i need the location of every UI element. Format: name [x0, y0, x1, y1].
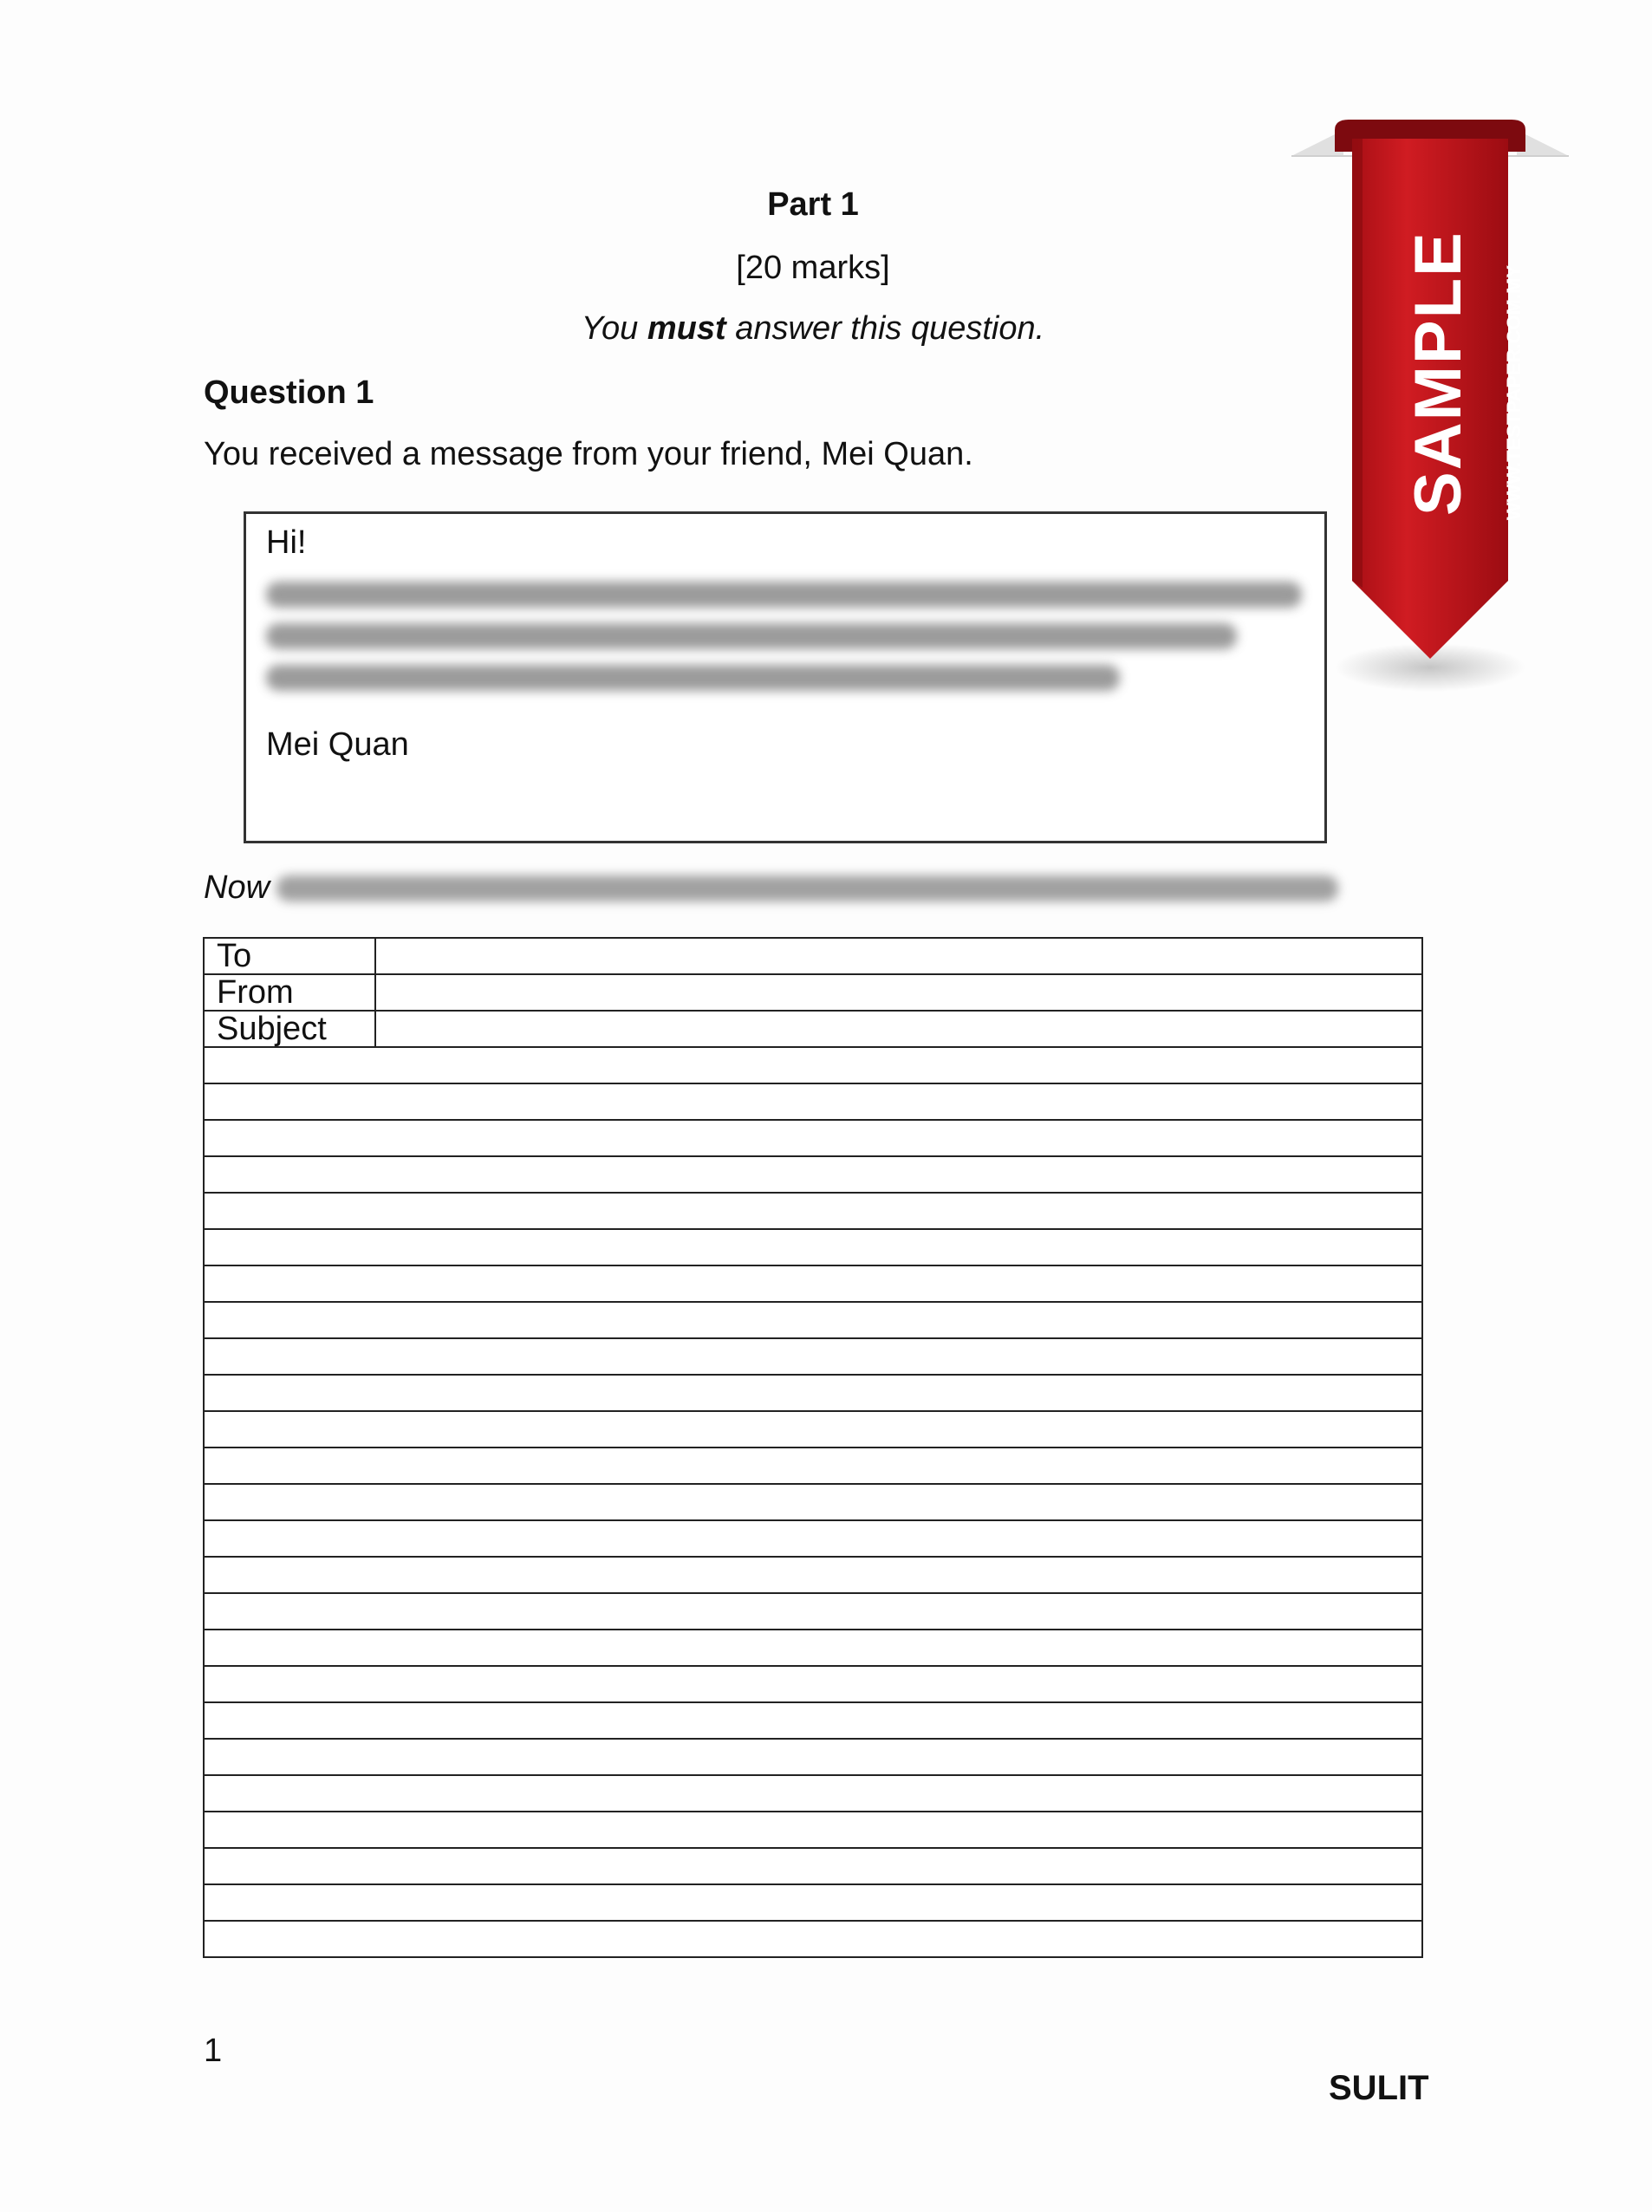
- answer-line: [204, 1702, 1422, 1739]
- form-field-row: [204, 1011, 1422, 1047]
- answer-line: [204, 1156, 1422, 1193]
- question-intro: You received a message from your friend, Mei Quan.: [204, 436, 973, 472]
- answer-line-input[interactable]: [204, 1520, 1422, 1557]
- answer-line: [204, 1557, 1422, 1593]
- answer-line: [204, 1193, 1422, 1229]
- part-title: Part 1: [767, 186, 859, 223]
- answer-line-input[interactable]: [204, 1338, 1422, 1375]
- page-number: 1: [204, 2033, 223, 2069]
- reply-prompt: [204, 869, 1338, 907]
- answer-line-input[interactable]: [204, 1411, 1422, 1448]
- marks-allocation: [20 marks]: [736, 250, 890, 286]
- answer-line-input[interactable]: [204, 1448, 1422, 1484]
- answer-line: [204, 1047, 1422, 1083]
- answer-line-input[interactable]: [204, 1702, 1422, 1739]
- answer-line-input[interactable]: [204, 1156, 1422, 1193]
- form-field-input[interactable]: [375, 938, 1422, 974]
- answer-line-input[interactable]: [204, 1484, 1422, 1520]
- classification-label: SULIT: [1329, 2069, 1429, 2107]
- answer-line-input[interactable]: [204, 1557, 1422, 1593]
- form-field-input[interactable]: [375, 1011, 1422, 1047]
- answer-line: [204, 1265, 1422, 1302]
- answer-line: [204, 1666, 1422, 1702]
- answer-line-input[interactable]: [204, 1120, 1422, 1156]
- answer-line: [204, 1411, 1422, 1448]
- message-greeting: Hi!: [266, 524, 307, 561]
- answer-line-input[interactable]: [204, 1193, 1422, 1229]
- reply-prompt-blurred: [276, 875, 1338, 901]
- answer-line-input[interactable]: [204, 1775, 1422, 1812]
- answer-line-input[interactable]: [204, 1375, 1422, 1411]
- answer-line: [204, 1083, 1422, 1120]
- answer-line: [204, 1448, 1422, 1484]
- answer-line-input[interactable]: [204, 1302, 1422, 1338]
- form-field-row: [204, 938, 1422, 974]
- answer-line-input[interactable]: [204, 1666, 1422, 1702]
- answer-line-input[interactable]: [204, 1921, 1422, 1957]
- instruction-post: answer this question.: [725, 310, 1045, 347]
- answer-line: [204, 1739, 1422, 1775]
- answer-line-input[interactable]: [204, 1739, 1422, 1775]
- form-field-row: [204, 974, 1422, 1011]
- answer-line: [204, 1484, 1422, 1520]
- answer-line-input[interactable]: [204, 1593, 1422, 1630]
- answer-line: [204, 1812, 1422, 1848]
- reply-prompt-visible-text: Now: [204, 869, 270, 906]
- answer-line: [204, 1848, 1422, 1884]
- instruction-emphasis: must: [647, 310, 726, 347]
- answer-line-input[interactable]: [204, 1812, 1422, 1848]
- message-box: [244, 511, 1327, 843]
- answer-line-input[interactable]: [204, 1265, 1422, 1302]
- watermark-url: WWW.TESTPAPER.COM.MY: [1503, 264, 1525, 521]
- form-field-label: To: [204, 938, 375, 974]
- answer-line-input[interactable]: [204, 1229, 1422, 1265]
- answer-line-input[interactable]: [204, 1047, 1422, 1083]
- answer-line: [204, 1630, 1422, 1666]
- form-field-input[interactable]: [375, 974, 1422, 1011]
- question-heading: Question 1: [204, 374, 374, 411]
- answer-line-input[interactable]: [204, 1848, 1422, 1884]
- answer-line: [204, 1593, 1422, 1630]
- watermark-word: SAMPLE: [1402, 231, 1475, 516]
- instruction-pre: You: [581, 310, 647, 347]
- form-field-label: From: [204, 974, 375, 1011]
- answer-line: [204, 1302, 1422, 1338]
- form-field-label: Subject: [204, 1011, 375, 1047]
- answer-line: [204, 1375, 1422, 1411]
- answer-line: [204, 1884, 1422, 1921]
- answer-line-input[interactable]: [204, 1630, 1422, 1666]
- answer-line: [204, 1338, 1422, 1375]
- answer-line: [204, 1921, 1422, 1957]
- answer-line: [204, 1520, 1422, 1557]
- answer-line: [204, 1229, 1422, 1265]
- answer-line-input[interactable]: [204, 1083, 1422, 1120]
- message-signature: Mei Quan: [266, 726, 409, 763]
- answer-form: [203, 937, 1423, 1958]
- message-body-blurred: [266, 582, 1306, 706]
- answer-line: [204, 1775, 1422, 1812]
- answer-line-input[interactable]: [204, 1884, 1422, 1921]
- answer-line: [204, 1120, 1422, 1156]
